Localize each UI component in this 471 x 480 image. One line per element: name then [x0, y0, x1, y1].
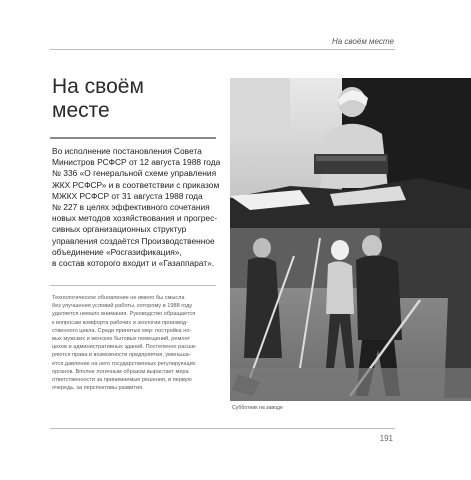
- body-line: уделяется немало внимания. Руководство обращается: [52, 311, 196, 318]
- archival-photo: [230, 78, 471, 401]
- article-title: [52, 75, 222, 123]
- photo-caption: Субботник на заводе: [232, 405, 283, 411]
- body-line: вых мужских и женских бытовых помещений, ремонт: [52, 336, 191, 343]
- photo-illustration: [230, 78, 471, 401]
- lead-line: № 336 «О генеральной схеме управления: [52, 168, 217, 179]
- lead-line: № 227 в целях эффективного сочетания: [52, 202, 210, 213]
- body-line: цехов и административных зданий. Постепенно расши-: [52, 344, 197, 351]
- body-line: очередь, за перспективы развития.: [52, 385, 144, 392]
- title-line: месте: [52, 99, 110, 122]
- page-number: 191: [379, 434, 393, 443]
- section-rule: [50, 285, 216, 286]
- body-line: к вопросам комфорта рабочих и экологии производ-: [52, 319, 188, 326]
- body-line: ственного цикла. Среди принятых мер: постройка но-: [52, 327, 192, 334]
- body-line: органов. Вполне логичным образом вырастает мера: [52, 368, 189, 375]
- body-line: ется давление на него государственных регулирующих: [52, 360, 196, 367]
- lead-line: управления создаётся Производственное: [52, 235, 215, 246]
- lead-line: Министров РСФСР от 12 августа 1988 года: [52, 157, 221, 168]
- lead-line: ЖКХ РСФСР» и в соответствии с приказом: [52, 179, 220, 190]
- title-line: На своём: [52, 75, 144, 98]
- body-line: Технологическое обновление не имело бы смысла: [52, 295, 185, 301]
- body-paragraph: [52, 294, 220, 392]
- lead-line: МЖКХ РСФСР от 31 августа 1988 года: [52, 190, 203, 201]
- header-rule: [50, 49, 395, 50]
- footer-rule: [50, 428, 395, 429]
- lead-line: в состав которого входит и «Газаппарат».: [52, 258, 215, 269]
- title-rule: [50, 137, 216, 139]
- body-line: без улучшения условий работы, которому в 1988 году: [52, 303, 193, 310]
- lead-line: новых методов хозяйствования и прогрес-: [52, 213, 218, 224]
- lead-line: сивных организационных структур: [52, 224, 187, 235]
- lead-paragraph: [52, 146, 220, 269]
- lead-line: Во исполнение постановления Совета: [52, 146, 202, 156]
- body-line: ответственности за принимаемые решения, в первую: [52, 377, 192, 384]
- running-head: На своём месте: [331, 37, 394, 46]
- lead-line: объединение «Росгазификация»,: [52, 246, 182, 257]
- body-line: ряются права и возможности предприятия, уменьша-: [52, 352, 191, 359]
